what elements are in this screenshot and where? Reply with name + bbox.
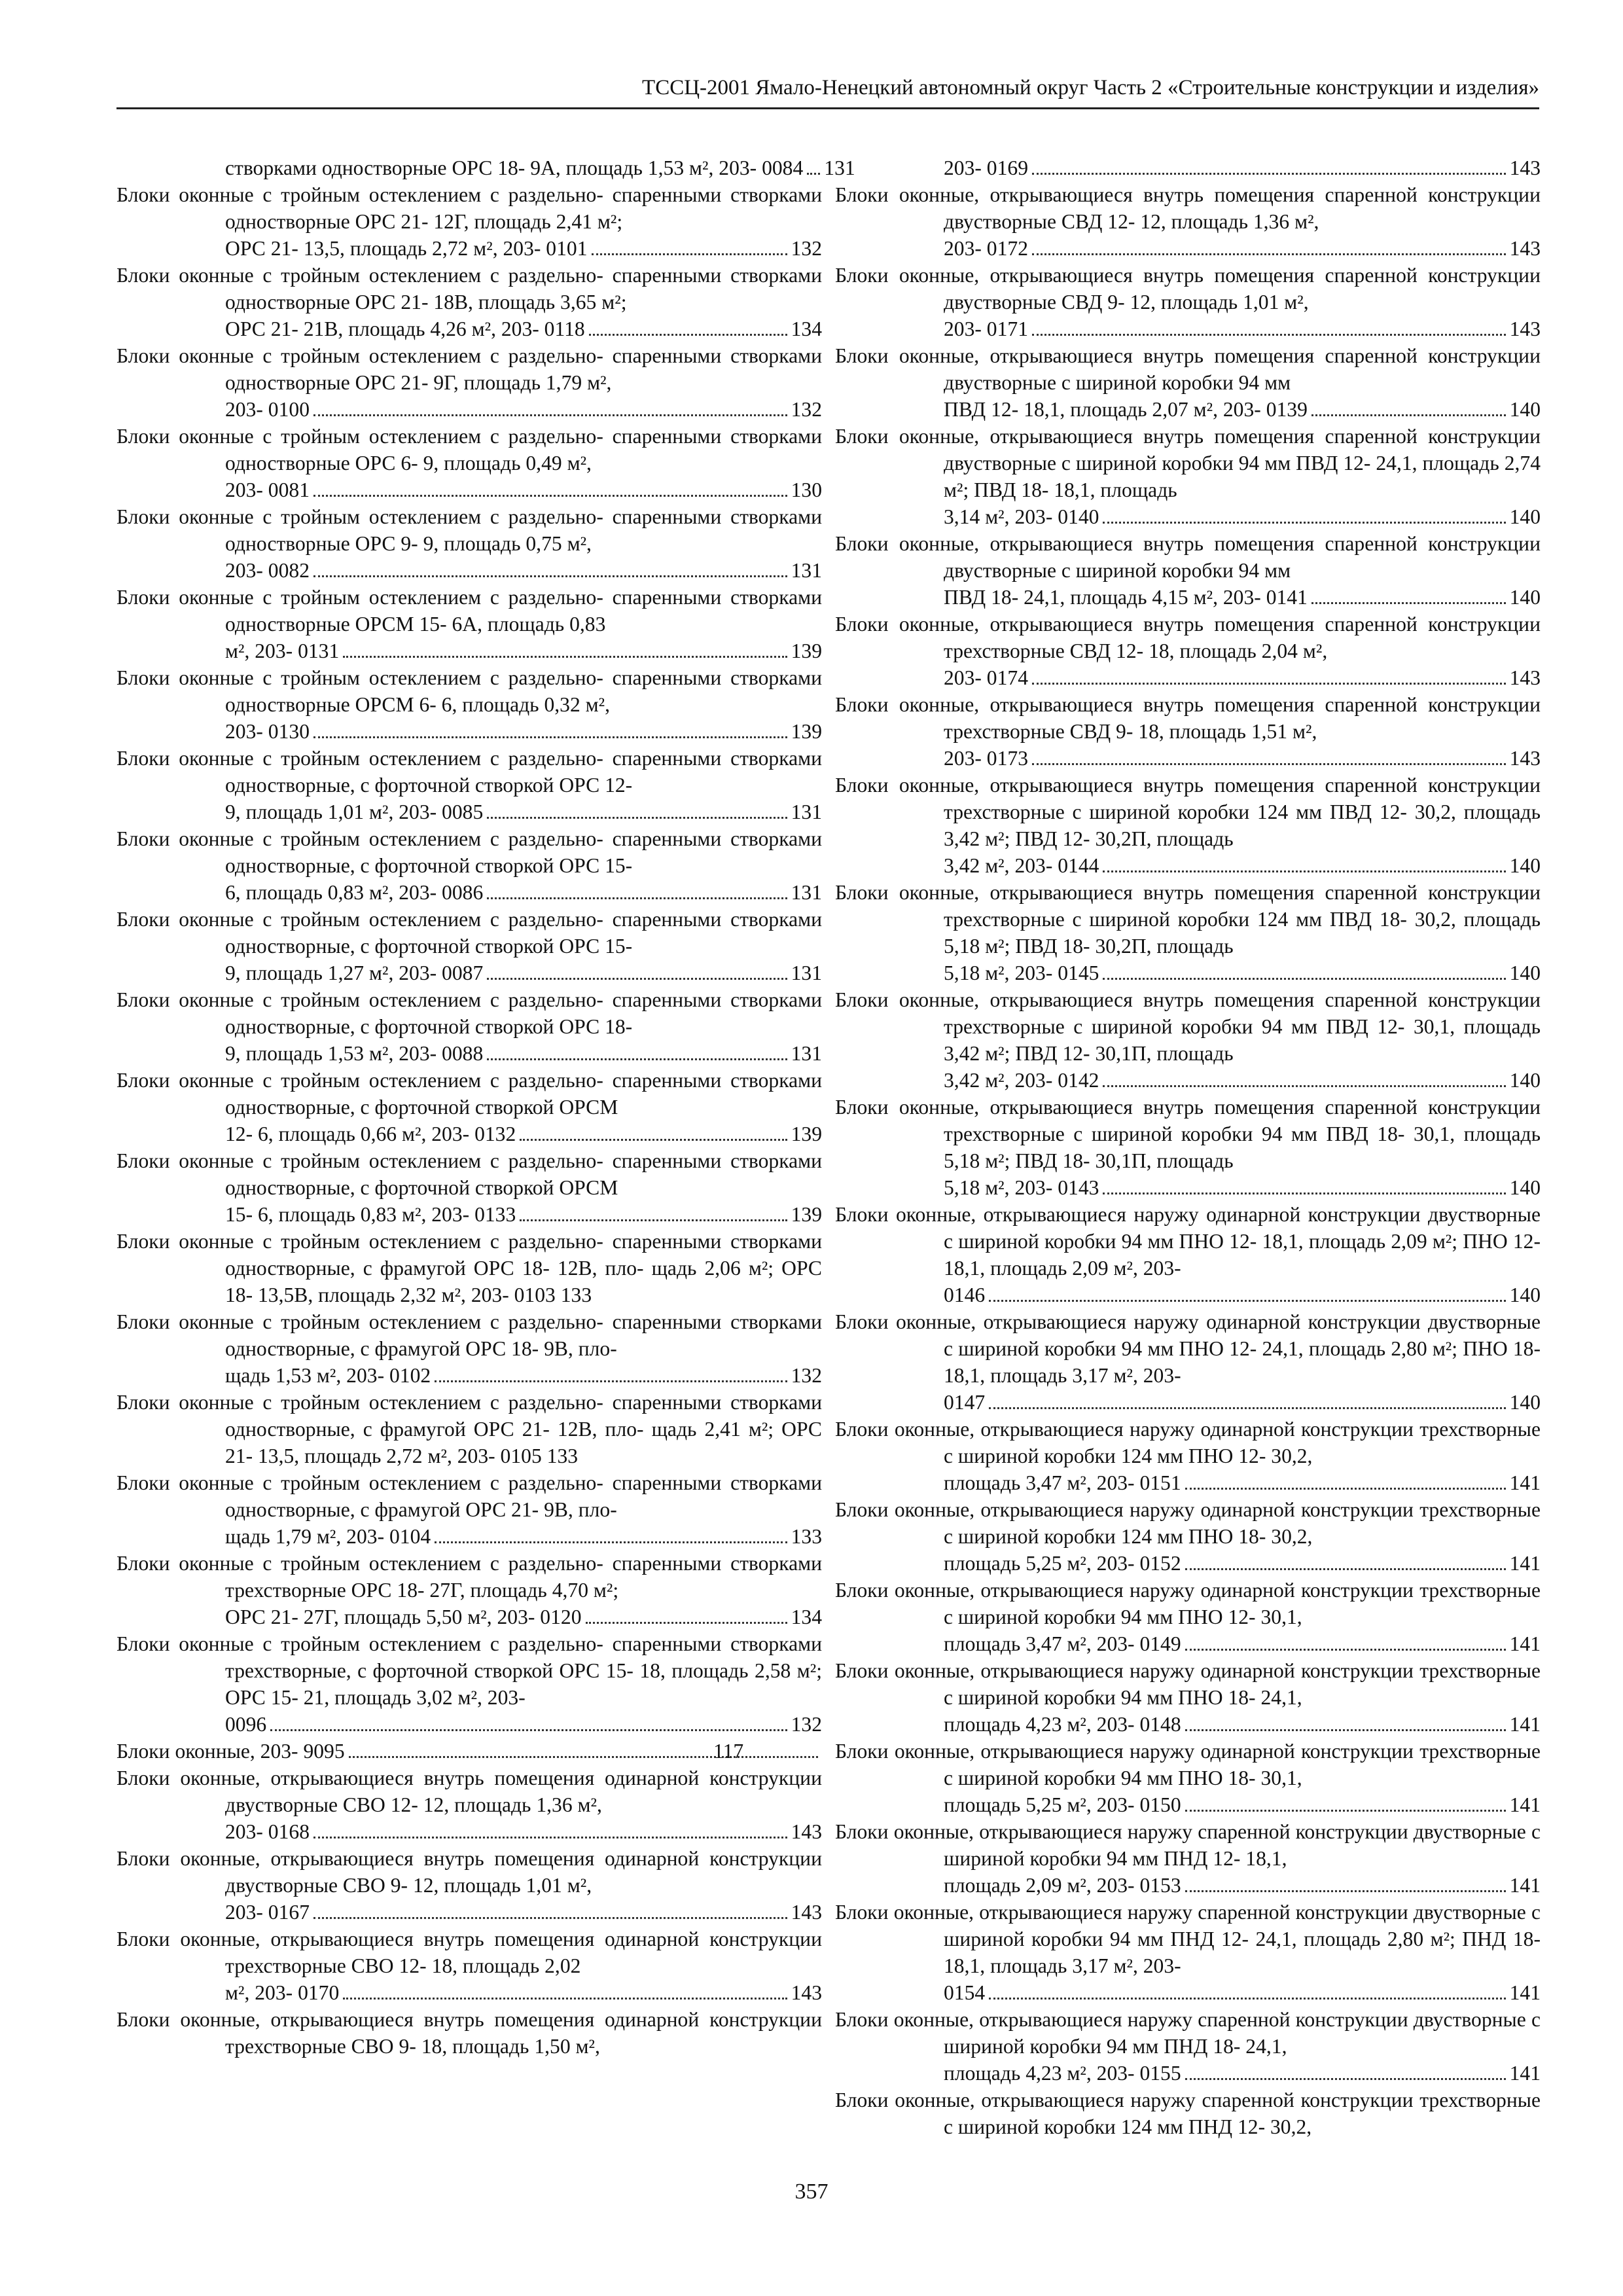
dot-leader <box>989 1998 1505 2000</box>
entry-page-ref: 134 <box>791 1605 822 1628</box>
entry-code: 0147 <box>944 1391 986 1414</box>
entry-text: Блоки оконные с тройным остеклением с раздельно- спаренными створками одностворные, с фрамугой ОРС 18- 12В, пло- щадь 2,06 м²; ОРС 18- 13,5В, площадь 2,32 м², 203- 0103 133 <box>116 1230 822 1306</box>
entry-code: 203- 0169 <box>944 156 1028 179</box>
index-entry <box>116 1147 822 1228</box>
entry-text: Блоки оконные с тройным остеклением с раздельно- спаренными створками одностворные ОРСМ 15- 6А, площадь 0,83 <box>116 586 822 636</box>
entry-text: Блоки оконные, открывающиеся внутрь помещения спаренной конструкции трехстворные с шириной коробки 94 мм ПВД 12- 30,1, площадь 3,42 м²; ПВД 12- 30,1П, площадь <box>835 988 1541 1065</box>
entry-page-ref: 143 <box>1509 156 1541 179</box>
entry-code: 3,14 м², 203- 0140 <box>944 505 1099 528</box>
index-entry <box>835 423 1541 530</box>
index-entry <box>116 1469 822 1550</box>
entry-text: Блоки оконные, открывающиеся наружу одинарной конструкции трехстворные с шириной коробки 94 мм ПНО 18- 30,1, <box>835 1740 1541 1789</box>
entry-code: 203- 0100 <box>225 398 310 421</box>
entry-code: 203- 0081 <box>225 478 310 501</box>
index-entry <box>835 879 1541 986</box>
entry-last-line <box>225 1201 822 1228</box>
entry-last-line <box>944 503 1541 530</box>
index-entry <box>835 262 1541 342</box>
index-entry <box>116 1389 822 1469</box>
index-column-left <box>116 154 855 2060</box>
entry-text: Блоки оконные с тройным остеклением с раздельно- спаренными створками одностворные ОРС 21- 18В, площадь 3,65 м²; <box>116 264 822 314</box>
dot-leader <box>1185 1488 1506 1490</box>
entry-page-ref: 143 <box>1509 317 1541 340</box>
entry-page-ref: 132 <box>791 1713 822 1736</box>
index-entry <box>116 423 822 503</box>
entry-text: Блоки оконные, открывающиеся наружу спаренной конструкции двустворные с шириной коробки 94 мм ПНД 18- 24,1, <box>835 2008 1541 2058</box>
entry-text: Блоки оконные с тройным остеклением с раздельно- спаренными створками трехстворные, с форточной створкой ОРС 15- 18, площадь 2,58 м²; ОРС 15- 21, площадь 3,02 м², 203- <box>116 1632 822 1709</box>
index-entry <box>835 1094 1541 1201</box>
entry-page-ref: 132 <box>791 398 822 421</box>
entry-text: Блоки оконные, открывающиеся внутрь помещения спаренной конструкции двустворные с шириной коробки 94 мм <box>835 532 1541 582</box>
entry-text: Блоки оконные с тройным остеклением с раздельно- спаренными створками одностворные, с фрамугой ОРС 21- 12В, пло- щадь 2,41 м²; ОРС 21- 13,5, площадь 2,72 м², 203- 0105 133 <box>116 1391 822 1467</box>
entry-page-ref: 143 <box>1509 666 1541 689</box>
entry-code: 203- 0173 <box>944 747 1028 770</box>
entry-page-ref: 140 <box>1509 1069 1541 1092</box>
entry-page-ref: 131 <box>791 800 822 823</box>
dot-leader <box>1032 683 1506 685</box>
entry-text: Блоки оконные с тройным остеклением с раздельно- спаренными створками трехстворные ОРС 18- 27Г, площадь 4,70 м²; <box>116 1552 822 1602</box>
entry-code: 6, площадь 0,83 м², 203- 0086 <box>225 881 484 904</box>
entry-text: Блоки оконные, открывающиеся наружу одинарной конструкции трехстворные с шириной коробки 124 мм ПНО 18- 30,2, <box>835 1498 1541 1548</box>
entry-last-line <box>944 745 1541 772</box>
entry-code: м², 203- 0170 <box>225 1981 340 2004</box>
index-entry <box>835 1657 1541 1738</box>
entry-last-line <box>225 396 822 423</box>
index-entry <box>116 664 822 745</box>
entry-page-ref: 143 <box>1509 747 1541 770</box>
entry-code: площадь 3,47 м², 203- 0151 <box>944 1471 1181 1494</box>
entry-last-line <box>944 1630 1541 1657</box>
entry-code: створками одностворные ОРС 18- 9А, площадь 1,53 м², 203- 0084 <box>225 156 804 179</box>
index-entry <box>835 1308 1541 1416</box>
dot-leader <box>487 1058 787 1060</box>
entry-last-line <box>944 1711 1541 1738</box>
dot-leader <box>1185 1568 1506 1570</box>
index-entry <box>116 2006 822 2060</box>
entry-code: 203- 0167 <box>225 1901 310 1924</box>
entry-code: 203- 0168 <box>225 1820 310 1843</box>
entry-page-ref: 140 <box>1509 1176 1541 1199</box>
index-column-right <box>835 154 1541 2140</box>
entry-last-line <box>225 798 822 825</box>
entry-last-line <box>225 1040 822 1067</box>
index-entry <box>116 1630 822 1738</box>
entry-page-ref: 139 <box>791 639 822 662</box>
entry-last-line <box>944 1282 1541 1308</box>
entry-code: ОРС 21- 21В, площадь 4,26 м², 203- 0118 <box>225 317 585 340</box>
entry-page-ref: 141 <box>1509 1713 1541 1736</box>
entry-last-line <box>944 1067 1541 1094</box>
dot-leader <box>1185 1729 1506 1731</box>
entry-page-ref: 140 <box>1509 854 1541 877</box>
entry-code: ОРС 21- 27Г, площадь 5,50 м², 203- 0120 <box>225 1605 582 1628</box>
entry-page-ref: 131 <box>791 1042 822 1065</box>
entry-text: Блоки оконные с тройным остеклением с раздельно- спаренными створками одностворные, с форточной створкой ОРС 12- <box>116 747 822 797</box>
entry-last-line <box>225 1523 822 1550</box>
entry-last-line <box>225 1604 822 1630</box>
entry-text: Блоки оконные, открывающиеся внутрь помещения одинарной конструкции трехстворные СВО 9- 18, площадь 1,50 м², <box>116 2008 822 2058</box>
dot-leader <box>586 1622 787 1624</box>
dot-leader <box>1103 1085 1505 1087</box>
entry-page-ref: 140 <box>1509 586 1541 609</box>
entry-page-ref: 143 <box>791 1901 822 1924</box>
entry-page-ref: 143 <box>791 1820 822 1843</box>
entry-last-line <box>225 1121 822 1147</box>
entry-text: Блоки оконные, открывающиеся наружу спаренной конструкции двустворные с шириной коробки 94 мм ПНД 12- 24,1, площадь 2,80 м²; ПНД 18- 18,1, площадь 3,17 м², 203- <box>835 1901 1541 1977</box>
dot-leader <box>1103 1193 1505 1194</box>
entry-code: 9, площадь 1,53 м², 203- 0088 <box>225 1042 484 1065</box>
dot-leader <box>1103 978 1505 980</box>
index-entry <box>116 342 822 423</box>
entry-page-ref: 131 <box>791 881 822 904</box>
dot-leader <box>313 736 787 738</box>
dot-leader <box>1032 173 1506 175</box>
index-entry <box>835 181 1541 262</box>
entry-text: Блоки оконные, открывающиеся наружу одинарной конструкции трехстворные с шириной коробки 94 мм ПНО 12- 30,1, <box>835 1579 1541 1628</box>
index-entry <box>835 1496 1541 1577</box>
dot-leader <box>313 575 787 577</box>
entry-code: Блоки оконные, 203- 9095 <box>116 1740 345 1763</box>
entry-last-line <box>225 1818 822 1845</box>
index-entry <box>116 825 822 906</box>
index-entry <box>835 1738 1541 1818</box>
entry-code: 0146 <box>944 1283 986 1306</box>
index-entry <box>116 503 822 584</box>
entry-last-line <box>944 2060 1541 2087</box>
entry-last-line <box>225 1979 822 2006</box>
entry-text: Блоки оконные с тройным остеклением с раздельно- спаренными створками одностворные ОРС 9- 9, площадь 0,75 м², <box>116 505 822 555</box>
index-entry <box>116 906 822 986</box>
entry-last-line <box>225 315 822 342</box>
entry-text: Блоки оконные, открывающиеся наружу одинарной конструкции трехстворные с шириной коробки 94 мм ПНО 18- 24,1, <box>835 1659 1541 1709</box>
entry-page-ref: 139 <box>791 720 822 743</box>
entry-text: Блоки оконные, открывающиеся внутрь помещения спаренной конструкции трехстворные с шириной коробки 94 мм ПВД 18- 30,1, площадь 5,18 м²; ПВД 18- 30,1П, площадь <box>835 1096 1541 1172</box>
entry-code: 15- 6, площадь 0,83 м², 203- 0133 <box>225 1203 516 1226</box>
entry-last-line <box>944 664 1541 691</box>
entry-code: 3,42 м², 203- 0142 <box>944 1069 1099 1092</box>
dot-leader <box>1185 1649 1506 1651</box>
entry-text: Блоки оконные, открывающиеся внутрь помещения одинарной конструкции трехстворные СВО 12- 18, площадь 2,02 <box>116 1928 822 1977</box>
entry-last-line <box>944 584 1541 611</box>
index-entry <box>835 342 1541 423</box>
entry-page-ref: 141 <box>1509 1552 1541 1575</box>
index-entry <box>835 986 1541 1094</box>
entry-page-ref: 141 <box>1509 1874 1541 1897</box>
dot-leader <box>435 1541 787 1543</box>
index-entry <box>835 1416 1541 1496</box>
entry-last-line <box>225 476 822 503</box>
entry-last-line <box>944 1389 1541 1416</box>
index-entry <box>835 611 1541 691</box>
entry-code: 9, площадь 1,27 м², 203- 0087 <box>225 961 484 984</box>
entry-code: м², 203- 0131 <box>225 639 340 662</box>
entry-text: Блоки оконные, открывающиеся внутрь помещения спаренной конструкции двустворные СВД 9- 12, площадь 1,01 м², <box>835 264 1541 314</box>
dot-leader <box>343 1998 787 2000</box>
dot-leader <box>349 1756 818 1758</box>
entry-text: Блоки оконные, открывающиеся внутрь помещения одинарной конструкции двустворные СВО 12- 12, площадь 1,36 м², <box>116 1767 822 1816</box>
dot-leader <box>313 495 787 497</box>
entry-text: Блоки оконные, открывающиеся внутрь помещения спаренной конструкции двустворные с шириной коробки 94 мм <box>835 344 1541 394</box>
entry-text: Блоки оконные, открывающиеся внутрь помещения спаренной конструкции двустворные с шириной коробки 94 мм ПВД 12- 24,1, площадь 2,74 м²; ПВД 18- 18,1, площадь <box>835 425 1541 501</box>
entry-code: площадь 4,23 м², 203- 0155 <box>944 2062 1181 2085</box>
entry-page-ref: 139 <box>791 1203 822 1226</box>
entry-page-ref: 132 <box>791 237 822 260</box>
entry-code: 9, площадь 1,01 м², 203- 0085 <box>225 800 484 823</box>
dot-leader <box>1103 522 1505 524</box>
index-entry <box>116 1550 822 1630</box>
entry-page-ref: 134 <box>791 317 822 340</box>
index-entry <box>835 1201 1541 1308</box>
index-entry <box>116 1228 822 1308</box>
entry-last-line <box>944 315 1541 342</box>
entry-page-ref: 140 <box>1509 1283 1541 1306</box>
dot-leader <box>435 1380 787 1382</box>
entry-page-ref: 131 <box>791 961 822 984</box>
entry-text: Блоки оконные с тройным остеклением с раздельно- спаренными створками одностворные, с форточной створкой ОРС 18- <box>116 988 822 1038</box>
entry-code: площадь 2,09 м², 203- 0153 <box>944 1874 1181 1897</box>
entry-text: Блоки оконные с тройным остеклением с раздельно- спаренными створками одностворные, с форточной створкой ОРСМ <box>116 1149 822 1199</box>
index-entry <box>116 181 822 262</box>
entry-text: Блоки оконные с тройным остеклением с раздельно- спаренными створками одностворные ОРС 21- 12Г, площадь 2,41 м²; <box>116 183 822 233</box>
index-entry <box>835 1899 1541 2006</box>
entry-code: 12- 6, площадь 0,66 м², 203- 0132 <box>225 1122 516 1145</box>
dot-leader <box>313 1917 787 1919</box>
entry-code: ОРС 21- 13,5, площадь 2,72 м², 203- 0101 <box>225 237 588 260</box>
entry-last-line <box>225 879 822 906</box>
entry-page-ref: 132 <box>791 1364 822 1387</box>
entry-code: 203- 0171 <box>944 317 1028 340</box>
entry-last-line <box>944 1550 1541 1577</box>
entry-last-line <box>944 154 1541 181</box>
index-entry <box>116 1765 822 1845</box>
entry-page-ref: 140 <box>1509 1391 1541 1414</box>
entry-text: Блоки оконные, открывающиеся внутрь помещения спаренной конструкции трехстворные СВД 12- 18, площадь 2,04 м², <box>835 613 1541 662</box>
entry-page-ref: 131 <box>791 559 822 582</box>
entry-last-line <box>944 960 1541 986</box>
running-header <box>116 73 1539 109</box>
dot-leader <box>1103 870 1505 872</box>
entry-text: Блоки оконные с тройным остеклением с раздельно- спаренными створками одностворные, с фрамугой ОРС 21- 9В, пло- <box>116 1471 822 1521</box>
dot-leader <box>989 1300 1505 1302</box>
dot-leader <box>487 897 787 899</box>
entry-code: 5,18 м², 203- 0145 <box>944 961 1099 984</box>
entry-text: Блоки оконные, открывающиеся внутрь помещения одинарной конструкции двустворные СВО 9- 12, площадь 1,01 м², <box>116 1847 822 1897</box>
entry-last-line <box>944 235 1541 262</box>
entry-last-line <box>225 960 822 986</box>
entry-code: 203- 0082 <box>225 559 310 582</box>
index-entry <box>116 262 822 342</box>
entry-text: Блоки оконные, открывающиеся наружу спаренной конструкции двустворные с шириной коробки 94 мм ПНД 12- 18,1, <box>835 1820 1541 1870</box>
entry-last-line <box>225 1711 822 1738</box>
entry-text: Блоки оконные, открывающиеся наружу одинарной конструкции трехстворные с шириной коробки 124 мм ПНО 12- 30,2, <box>835 1418 1541 1467</box>
entry-page-ref: 131 <box>824 156 855 179</box>
entry-code: щадь 1,53 м², 203- 0102 <box>225 1364 431 1387</box>
entry-page-ref: 143 <box>1509 237 1541 260</box>
entry-text: Блоки оконные, открывающиеся наружу одинарной конструкции двустворные с шириной коробки 94 мм ПНО 12- 24,1, площадь 2,80 м²; ПНО 18- 18,1, площадь 3,17 м², 203- <box>835 1310 1541 1387</box>
entry-text: Блоки оконные с тройным остеклением с раздельно- спаренными створками одностворные, с форточной створкой ОРСМ <box>116 1069 822 1119</box>
dot-leader <box>989 1407 1505 1409</box>
index-entry <box>835 691 1541 772</box>
entry-text: Блоки оконные, открывающиеся наружу одинарной конструкции двустворные с шириной коробки 94 мм ПНО 12- 18,1, площадь 2,09 м²; ПНО 12- 18,1, площадь 2,09 м², 203- <box>835 1203 1541 1280</box>
index-entry <box>835 772 1541 879</box>
entry-text: Блоки оконные, открывающиеся внутрь помещения спаренной конструкции двустворные СВД 12- 12, площадь 1,36 м², <box>835 183 1541 233</box>
entry-last-line <box>944 1872 1541 1899</box>
dot-leader <box>487 817 787 819</box>
entry-text: Блоки оконные с тройным остеклением с раздельно- спаренными створками одностворные, с фрамугой ОРС 18- 9В, пло- <box>116 1310 822 1360</box>
entry-code: 0154 <box>944 1981 986 2004</box>
entry-text: Блоки оконные, открывающиеся внутрь помещения спаренной конструкции трехстворные СВД 9- 18, площадь 1,51 м², <box>835 693 1541 743</box>
entry-last-line <box>944 852 1541 879</box>
entry-last-line <box>225 1362 822 1389</box>
index-entry <box>835 1577 1541 1657</box>
entry-page-ref: 140 <box>1509 961 1541 984</box>
index-entry <box>116 1845 822 1926</box>
index-entry <box>116 745 822 825</box>
index-entry <box>116 1926 822 2006</box>
entry-last-line <box>225 718 822 745</box>
dot-leader <box>589 334 787 336</box>
header-title: ТССЦ-2001 Ямало-Ненецкий автономный округ Часть 2 «Строительные конструкции и изделия» <box>642 76 1539 99</box>
entry-text: Блоки оконные, открывающиеся наружу спаренной конструкции трехстворные с шириной коробки 124 мм ПНД 12- 30,2, <box>835 2089 1541 2138</box>
entry-text: Блоки оконные, открывающиеся внутрь помещения спаренной конструкции трехстворные с шириной коробки 124 мм ПВД 12- 30,2, площадь 3,42 м²; ПВД 12- 30,2П, площадь <box>835 774 1541 850</box>
entry-page-ref: 140 <box>1509 398 1541 421</box>
entry-text: Блоки оконные с тройным остеклением с раздельно- спаренными створками одностворные ОРСМ 6- 6, площадь 0,32 м², <box>116 666 822 716</box>
dot-leader <box>1032 334 1506 336</box>
index-entry <box>835 2087 1541 2140</box>
index-entry <box>835 2006 1541 2087</box>
entry-text: Блоки оконные с тройным остеклением с раздельно- спаренными створками одностворные, с форточной створкой ОРС 15- <box>116 908 822 958</box>
dot-leader <box>343 656 787 658</box>
entry-code: ПВД 18- 24,1, площадь 4,15 м², 203- 0141 <box>944 586 1308 609</box>
entry-page-ref: 143 <box>791 1981 822 2004</box>
index-entry <box>116 154 855 181</box>
entry-code: 203- 0130 <box>225 720 310 743</box>
dot-leader <box>520 1139 787 1141</box>
entry-text: Блоки оконные с тройным остеклением с раздельно- спаренными створками одностворные, с форточной створкой ОРС 15- <box>116 827 822 877</box>
entry-text: Блоки оконные, открывающиеся внутрь помещения спаренной конструкции трехстворные с шириной коробки 124 мм ПВД 18- 30,2, площадь 5,18 м²; ПВД 18- 30,2П, площадь <box>835 881 1541 958</box>
entry-code: площадь 4,23 м², 203- 0148 <box>944 1713 1181 1736</box>
dot-leader <box>592 253 787 255</box>
entry-code: 3,42 м², 203- 0144 <box>944 854 1099 877</box>
index-entry <box>116 1067 822 1147</box>
dot-leader <box>313 414 787 416</box>
index-entry <box>116 584 822 664</box>
dot-leader <box>270 1729 787 1731</box>
entry-last-line <box>225 235 822 262</box>
index-entry <box>835 530 1541 611</box>
entry-code: площадь 5,25 м², 203- 0152 <box>944 1552 1181 1575</box>
dot-leader <box>1032 763 1506 765</box>
dot-leader <box>487 978 787 980</box>
entry-page-ref: 139 <box>791 1122 822 1145</box>
entry-last-line <box>225 557 822 584</box>
entry-last-line <box>944 1979 1541 2006</box>
entry-last-line <box>944 396 1541 423</box>
entry-last-line <box>944 1469 1541 1496</box>
entry-code: 203- 0172 <box>944 237 1028 260</box>
entry-code: 0096 <box>225 1713 267 1736</box>
entry-last-line <box>944 1174 1541 1201</box>
entry-code: 5,18 м², 203- 0143 <box>944 1176 1099 1199</box>
dot-leader <box>1032 253 1506 255</box>
entry-code: 203- 0174 <box>944 666 1028 689</box>
entry-last-line <box>225 637 822 664</box>
entry-last-line: Блоки оконные, 203- 9095 117 <box>225 1738 822 1765</box>
entry-last-line <box>225 154 855 181</box>
index-entry <box>835 154 1541 181</box>
entry-code: площадь 5,25 м², 203- 0150 <box>944 1793 1181 1816</box>
dot-leader <box>1185 2078 1506 2080</box>
entry-page-ref: 141 <box>1509 2062 1541 2085</box>
dot-leader <box>1185 1890 1506 1892</box>
entry-code: площадь 3,47 м², 203- 0149 <box>944 1632 1181 1655</box>
entry-last-line <box>944 1791 1541 1818</box>
entry-last-line <box>225 1899 822 1926</box>
dot-leader <box>313 1837 787 1839</box>
index-entry <box>116 1308 822 1389</box>
index-entry <box>116 1738 822 1765</box>
entry-code: ПВД 12- 18,1, площадь 2,07 м², 203- 0139 <box>944 398 1308 421</box>
index-entry <box>835 1818 1541 1899</box>
entry-page-ref: 141 <box>1509 1981 1541 2004</box>
entry-page-ref: 133 <box>791 1525 822 1548</box>
entry-text: Блоки оконные с тройным остеклением с раздельно- спаренными створками одностворные ОРС 21- 9Г, площадь 1,79 м², <box>116 344 822 394</box>
dot-leader <box>807 173 820 175</box>
entry-page-ref: 141 <box>1509 1632 1541 1655</box>
entry-page-ref: 141 <box>1509 1471 1541 1494</box>
index-entry <box>116 986 822 1067</box>
dot-leader <box>1185 1810 1506 1812</box>
dot-leader <box>1311 602 1506 604</box>
entry-code: щадь 1,79 м², 203- 0104 <box>225 1525 431 1548</box>
page-number: 357 <box>794 2179 829 2204</box>
entry-text: Блоки оконные с тройным остеклением с раздельно- спаренными створками одностворные ОРС 6- 9, площадь 0,49 м², <box>116 425 822 475</box>
entry-page-ref: 130 <box>791 478 822 501</box>
entry-page-ref: 140 <box>1509 505 1541 528</box>
dot-leader <box>1311 414 1506 416</box>
dot-leader <box>520 1219 787 1221</box>
entry-page-ref: 141 <box>1509 1793 1541 1816</box>
